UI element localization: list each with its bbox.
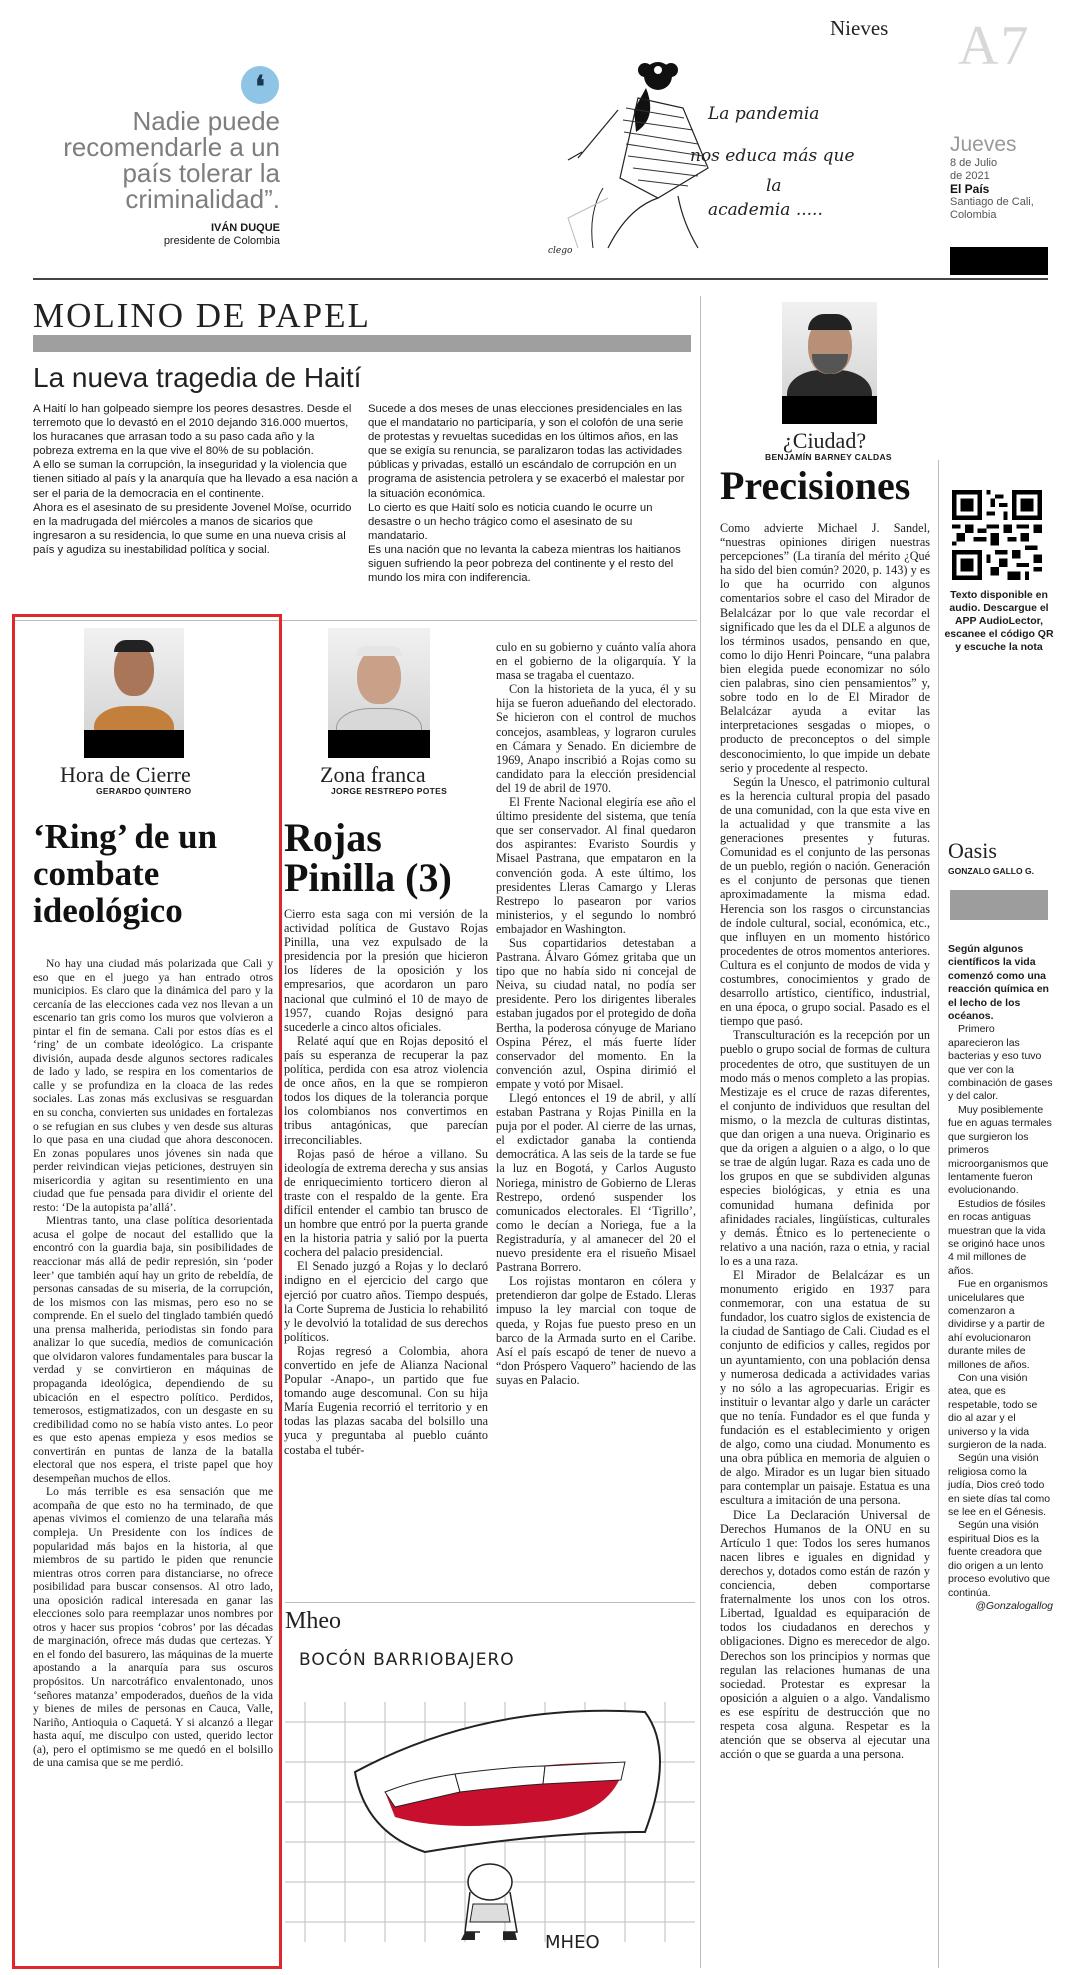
page-number: A7 bbox=[958, 15, 1031, 77]
column-divider bbox=[938, 460, 939, 1968]
article-paragraph: No hay una ciudad más polarizada que Cali y eso que en el juego ya han entrado otros municipios. Es claro que la dinámica del paro y la cercanía de las elecciones cada vez nos llevan a un escenario tan gris como los muros que volvieron a pintar el fin de semana. Cali por estos días es el ‘ring’ de un combate ideológico. La crispante división, aupada desde algunos sectores radicales de lado y lado, se respira en los comentarios de calle y se profundiza en la cloaca de las redes sociales. Las zonas más exclusivas se resguardan en su concha, convierten sus unidades en fortalezas o se refugian en sus clubes y ven desde sus alturas lo que pasa en una ciudad que ahora desconocen. En zonas populares unos jóvenes sin nada que perder reivindican viejas peticiones, destruyen sin misericordia y agitan su resentimiento en una ciudad que fue pensada para dividir el oriente del resto: ‘De la autopista pa’allá’. bbox=[33, 957, 273, 1214]
oasis-lead: Según algunos científicos la vida comenzó como una reacción química en el lecho de los océanos. bbox=[948, 943, 1049, 1023]
editorial-paragraph: Lo cierto es que Haití solo es noticia cuando le ocurre un desastre o un hecho trágico como el asesinato de su mandatario. bbox=[368, 501, 653, 542]
article-column-2 bbox=[496, 640, 696, 1387]
qr-code[interactable] bbox=[952, 490, 1042, 580]
column-name: Hora de Cierre bbox=[60, 762, 191, 787]
author-photo-restrepo bbox=[328, 628, 430, 758]
divider bbox=[285, 1602, 695, 1603]
cartoon-drawing bbox=[285, 1642, 695, 1967]
city-line2: Colombia bbox=[950, 209, 997, 221]
section-title: MOLINO DE PAPEL bbox=[33, 296, 371, 335]
column-author: BENJAMÍN BARNEY CALDAS bbox=[765, 452, 892, 462]
column-author: GERARDO QUINTERO bbox=[96, 786, 192, 796]
oasis-paragraph: Estudios de fósiles en rocas antiguas muestran que la vida se originó hace unos 4 mil millones de años. bbox=[948, 1197, 1046, 1277]
cartoon-text-line4: academia ..... bbox=[708, 200, 823, 220]
article-title: ‘Ring’ de un combate ideológico bbox=[33, 817, 218, 930]
article-paragraph: Rojas pasó de héroe a villano. Su ideología de extrema derecha y sus ansias de enriquecimiento torticero dieron al traste con el respaldo de la gente. Era difícil entender el cambio tan brusco de un hombre que entró por la puerta grande en la historia patria y salió por la puerta cochera del palacio presidencial. bbox=[284, 1146, 488, 1260]
article-paragraph: Sus copartidarios detestaban a Pastrana. Álvaro Gómez gritaba que un tipo que no había sido ni concejal de Neiva, su ciudad natal, no podía ser presidente. Pero los dirigentes liberales estaban jugados por el protegido de doña Bertha, la poderosa cónyuge de Mariano Ospina Pérez, el más fuerte líder conservador del momento. En la convención azul, Ospina dirimió el empate y votó por Misael. bbox=[496, 935, 696, 1091]
editorial-paragraph: Es una nación que no levanta la cabeza mientras los haitianos siguen sufriendo la peor pobreza del continente y el resto del mundo los mira con indiferencia. bbox=[368, 543, 681, 585]
article-title-line: Pinilla (3) bbox=[284, 855, 452, 900]
article-title: Precisiones bbox=[720, 463, 911, 508]
article-paragraph: Como advierte Michael J. Sandel, “nuestras opiniones dirigen nuestras percepciones” (La tiranía del mérito ¿Qué ha sido del bien común? 2020, p. 143) y es lo que ha ocurrido con algunos comentarios sobre el caso del Mirador de Belalcázar por lo que vale recordar el significado que les da el DLE a algunos de los términos usados, pensando en que, como lo dijo Henri Poincare, “una palabra bien elegida puede economizar no sólo cien palabras, sino cien pensamientos” y, sobre todo en lo de El Mirador de Belalcázar ayuda a evitar las interpretaciones sesgadas o miopes, o producto de preconceptos o del simple desconocimiento, lo que impide un debate serio y procedente al respecto. bbox=[720, 521, 930, 775]
quote-author-name: IVÁN DUQUE bbox=[210, 222, 280, 234]
oasis-paragraph: Primero aparecieron las bacterias y eso tuvo que ver con la combinación de gases y del calor. bbox=[948, 1023, 1053, 1103]
article-paragraph: Lo más terrible es esa sensación que me acompaña de que esto no ha terminado, de que apenas vivimos el comienzo de una telaraña más compleja. Un Presidente con los índices de popularidad más bajos en la historia, al que miembros de su partido le piden que renuncie mientras otros corren para distanciarse, no ofrece posibilidad para buscar consensos. Al otro lado, una oposición radical interesada en ganar las elecciones solo para reemplazar unos nombres por otros y hacer sus propios ‘cobros’ por las décadas de marginación, ofrece más dudas que certezas. Y en el fondo del basurero, las máquinas de la muerte apostando a la anarquía para sus oscuros propósitos. Un narcotráfico envalentonado, unos ‘señores matanza’ empoderados, dueños de la vida y bienes de miles de personas en Cauca, Valle, Nariño, Antioquia o Caquetá. Y si alcanzó a llegar hasta aquí, me disculpo con usted, querido lector (a), pero el optimismo se me quedó en el bolsillo de una camisa que se me perdió. bbox=[33, 1485, 273, 1770]
header-cartoon bbox=[508, 48, 938, 268]
quote-author-role: presidente de Colombia bbox=[163, 235, 280, 247]
oasis-paragraph: Según una visión espiritual Dios es la fuente creadora que dio origen a un lento proceso evolutivo que continúa. bbox=[948, 1519, 1051, 1599]
article-column-1 bbox=[284, 907, 488, 1457]
pull-quote: Nadie puede recomendarle a un país tolerar la criminalidad”. bbox=[63, 106, 280, 214]
cartoon-signature: MHEO bbox=[545, 1932, 600, 1953]
article-paragraph: El Senado juzgó a Rojas y lo declaró indigno en el ejercicio del cargo que ejerció por cuatro años. Tiempo después, la Corte Suprema de Justicia lo rehabilitó y le devolvió la totalidad de sus derechos políticos. bbox=[284, 1259, 488, 1344]
oasis-handle[interactable]: @Gonzalogallog bbox=[975, 1599, 1053, 1612]
date-block bbox=[950, 133, 1060, 222]
article-paragraph: Rojas regresó a Colombia, ahora convertido en jefe de Alianza Nacional Popular -Anapo-, un partido que fue tomando auge descomunal. Con su hija María Eugenia recorrió el territorio y en todas las plazas sacaba del bolsillo una yuca y preguntaba al pueblo cuánto costaba el tubér- bbox=[284, 1343, 488, 1457]
article-paragraph: El Mirador de Belalcázar es un monumento erigido en 1937 para conmemorar, con una estatua de su fundador, los cuatro siglos de existencia de la ciudad de Santiago de Cali. Ciudad es el conjunto de edificios y calles, regidos por un ayuntamiento, con una población densa y numerosa dedicada a actividades varias y no sólo a las agropecuarias. Erigir es instituir o levantar algo y darle un carácter que no tenía. Fundador es el que funda y fundación es el establecimiento y origen de algo, como una ciudad. Monumento es una obra pública en memoria de alguien o de algo. Mirador es un lugar bien situado para contemplar un paisaje. Estatua es una escultura a imitación de una persona. bbox=[720, 1267, 930, 1508]
article-title-line: Rojas bbox=[284, 815, 382, 860]
section-name: Nieves bbox=[830, 16, 889, 40]
article-paragraph: Llegó entonces el 19 de abril, y allí estaban Pastrana y Rojas Pinilla en la puja por el poder. Al cierre de las urnas, el exdictador ganaba la contienda democrática. A las seis de la tarde se fue la luz en Bogotá, y Carlos Augusto Noriega, ministro de Gobierno de Lleras Restrepo, ordenó suspender los comunicados electorales. El ‘Tigrillo’, como le decían a Noriega, fue a la Registraduría, y al amanecer del 20 el nuevo presidente era el risueño Misael Pastrana Borrero. bbox=[496, 1091, 696, 1275]
oasis-paragraph: Con una visión atea, que es respetable, todo se dio al azar y el universo y la vida surgieron de la nada. bbox=[948, 1372, 1047, 1452]
header-divider bbox=[33, 278, 1048, 280]
article-paragraph: Dice La Declaración Universal de Derechos Humanos de la ONU en su Artículo 1 que: Todos los seres humanos nacen libres e iguales en dignidad y derechos y, dotados como están de razón y conciencia, deben comportarse fraternalmente los unos con los otros. Libertad, Igualdad es equiparación de todos los ciudadanos en derechos y obligaciones. Digno es merecedor de algo. Derechos son los principios y normas que regulan las relaciones humanas de una sociedad. Protestar es expresar la oposición a alguien o a algo. Vandalismo es ese espíritu de destrucción que no respeta cosa alguna. Respetar es la atención que se observa al ejecutar una acción o que se guarda a una persona. bbox=[720, 1507, 930, 1762]
editorial-paragraph: Ahora es el asesinato de su presidente Jovenel Moïse, ocurrido en la madrugada del miércoles a manos de sicarios que ingresaron a su residencia, lo que sume en una nueva crisis al país y agudiza su inestabilidad política y social. bbox=[33, 501, 352, 556]
author-photo-quintero bbox=[84, 628, 184, 758]
city-line1: Santiago de Cali, bbox=[950, 196, 1034, 208]
author-photo-barney bbox=[782, 302, 877, 424]
article-paragraph: Cierro esta saga con mi versión de la actividad política de Gustavo Rojas Pinilla, una vez expulsado de la presidencia por la presión que hicieron los líderes de la oposición y los empresarios, que acordaron un paro nacional que culminó el 10 de mayo de 1957, cuando Rojas designó para sucederle a cinco altos oficiales. bbox=[284, 907, 488, 1034]
date-line2: de 2021 bbox=[950, 170, 990, 182]
column-author: GONZALO GALLO G. bbox=[948, 866, 1034, 876]
column-author: JORGE RESTREPO POTES bbox=[331, 786, 448, 796]
article-title bbox=[284, 815, 452, 900]
audio-note: Texto disponible en audio. Descargue el APP AudioLector, escanee el código QR y escuche la nota bbox=[944, 589, 1054, 653]
redacted-block bbox=[950, 247, 1048, 275]
article-paragraph: Con la historieta de la yuca, él y su hija se fueron adueñando del electorado. Se hicieron con el control de muchos concejos, asambleas, y lograron curules en Cámara y Senado. En diciembre de 1969, Anapo inscribió a Rojas como su candidato para la elección presidencial del 19 de abril de 1970. bbox=[496, 682, 696, 795]
cartoon-text-line3: la bbox=[766, 176, 782, 196]
editorial-column-1 bbox=[33, 402, 358, 557]
article-body bbox=[33, 957, 273, 1770]
column-bar bbox=[950, 890, 1048, 920]
quote-attribution bbox=[60, 222, 280, 248]
cartoon-text-line1: La pandemia bbox=[708, 104, 820, 124]
cartoon-text-line2: nos educa más que bbox=[690, 146, 855, 166]
paper-name: El País bbox=[950, 182, 990, 196]
column-name: Oasis bbox=[948, 838, 997, 863]
editorial-paragraph: A ello se suman la corrupción, la inseguridad y la violencia que tienen sitiado al país y la anarquía que ha llevado a esa nación a ser el paria de la democracia en el continente. bbox=[33, 459, 358, 500]
editorial-column-2 bbox=[368, 402, 693, 585]
cartoon-caption: BOCÓN BARRIOBAJERO bbox=[299, 1650, 515, 1670]
mheo-cartoon bbox=[285, 1642, 695, 1967]
oasis-paragraph: Fue en organismos unicelulares que comenzaron a dividirse y a partir de ahí evolucionaron durante miles de millones de años. bbox=[948, 1278, 1048, 1371]
article-paragraph: Relaté aquí que en Rojas depositó el país su esperanza de recuperar la paz política, perdida con esa atroz violencia de once años, en la que se rompieron todos los diques de la tolerancia porque los colombianos nos convertimos en tribus antagónicas, que parecían irreconciliables. bbox=[284, 1033, 488, 1147]
oasis-paragraph: Según una visión religiosa como la judía, Dios creó todo en siete días tal como se lee en el Génesis. bbox=[948, 1452, 1051, 1519]
section-bar bbox=[33, 335, 691, 352]
editorial-paragraph: Sucede a dos meses de unas elecciones presidenciales en las que el mandatario no participaría, y son el colofón de una serie de protestas y revueltas sucedidas en los últimos años, en las que se exigía su renuncia, se paralizaron todas las actividades públicas y privadas, estalló un escándalo de corrupción en un programa de asistencia petrolera y se exacerbó el malestar por la situación económica. bbox=[368, 403, 685, 500]
article-paragraph: culo en su gobierno y cuánto valía ahora en el gobierno de la oligarquía. Y la masa se tragaba el cuentazo. bbox=[496, 640, 696, 683]
article-paragraph: El Frente Nacional elegiría ese año el último presidente del sistema, que tenía que ser conservador. Al final quedaron dos aspirantes: Evaristo Sourdis y Misael Pastrana, que empataron en la convención goda. A este último, los presidentes Lleras Camargo y Lleras Restrepo lo pasearon por varios ministerios, y el segundo lo nombró embajador en Washington. bbox=[496, 795, 696, 936]
article-body bbox=[720, 521, 930, 1761]
column-divider bbox=[700, 296, 701, 1968]
editorial-paragraph: A Haití lo han golpeado siempre los peores desastres. Desde el terremoto que lo devastó en el 2010 dejando 316.000 muertos, los huracanes que arrasan todo a su paso cada año y la pobreza extrema en la que vive el 80% de su población. bbox=[33, 403, 352, 458]
cartoon-signature: clego bbox=[548, 246, 573, 256]
weekday: Jueves bbox=[950, 133, 1017, 156]
article-paragraph: Mientras tanto, una clase política desorientada acusa el golpe de nocaut del estallido que la encontró con la guardia baja, sin posibilidades de reaccionar más allá de pedir represión, sin ‘poder leer’ que también aquí hay un grito de rebeldía, de personas cansadas de su miseria, de la corrupción, de los mismos con las mismas, pero eso no se comprende. En el suelo del tinglado también quedó una prensa malherida, periodistas sin fondo para analizar lo que sucedía, medios de comunicación que olvidaron valores fundamentales para buscar la verdad y se convirtieron en máquinas de propaganda ideológica, dependiendo de su ubicación en el espectro político. Perdidos, temerosos, estigmatizados, con un desgaste en su credibilidad como no se había visto antes. Lo peor es que esto apenas empieza y esos medios se convertirán en puntas de lanza de la batalla electoral que nos espera, el triste papel que hoy desempeñan muchos de ellos. bbox=[33, 1214, 273, 1485]
oasis-body bbox=[948, 943, 1053, 1613]
editorial-title: La nueva tragedia de Haití bbox=[33, 362, 362, 393]
column-name: Mheo bbox=[285, 1608, 341, 1634]
quote-icon: ❛ bbox=[241, 66, 279, 104]
article-paragraph: Según la Unesco, el patrimonio cultural es la herencia cultural propia del pasado de una comunidad, con la que esta vive en la actualidad y que transmite a las generaciones presentes y futuras. Comunidad es el conjunto de las personas de un pueblo, región o nación. Generación es el conjunto de personas que tienen aproximadamente la misma edad. Herencia son los rasgos o circunstancias de índole cultural, social, económica, etc., que influyen en un momento histórico procedentes de otros momentos anteriores. Cultura es el conjunto de modos de vida y costumbres, conocimientos y grado de desarrollo artístico, científico, industrial, en una época, o grupo social. Pasado es el tiempo que pasó. bbox=[720, 774, 930, 1029]
oasis-paragraph: Muy posiblemente fue en aguas termales que surgieron los primeros microorganismos que lentamente fueron evolucionando. bbox=[948, 1103, 1052, 1197]
date-line1: 8 de Julio bbox=[950, 157, 998, 169]
article-paragraph: Los rojistas montaron en cólera y pretendieron dar golpe de Estado. Lleras impuso la ley marcial con toque de queda, y Rojas fue puesto preso en un barco de la Armada surto en el Caribe. Así el país escapó de tener de nuevo a “don Próspero Vaquero” haciendo de las suyas en Palacio. bbox=[496, 1274, 696, 1387]
column-name: ¿Ciudad? bbox=[783, 428, 867, 453]
column-name: Zona franca bbox=[320, 762, 426, 787]
article-paragraph: Transculturación es la recepción por un pueblo o grupo social de formas de cultura procedentes de otro, que sustituyen de un modo más o menos completo a las propias. Mestizaje es el cruce de razas diferentes, el conjunto de individuos que resultan del mismo, o la mezcla de culturas distintas, que dan origen a una nueva. Originario es que da origen a alguien o a algo, o lo que se trae de algún lugar. Raza es cada uno de los grupos en que se subdividen algunas especies biológicas, y etnia es una comunidad humana definida por afinidades raciales, lingüísticas, culturales y demás. Étnico es lo perteneciente o relativo a una nación, raza o etnia, y racial lo es a una raza. bbox=[720, 1028, 930, 1268]
